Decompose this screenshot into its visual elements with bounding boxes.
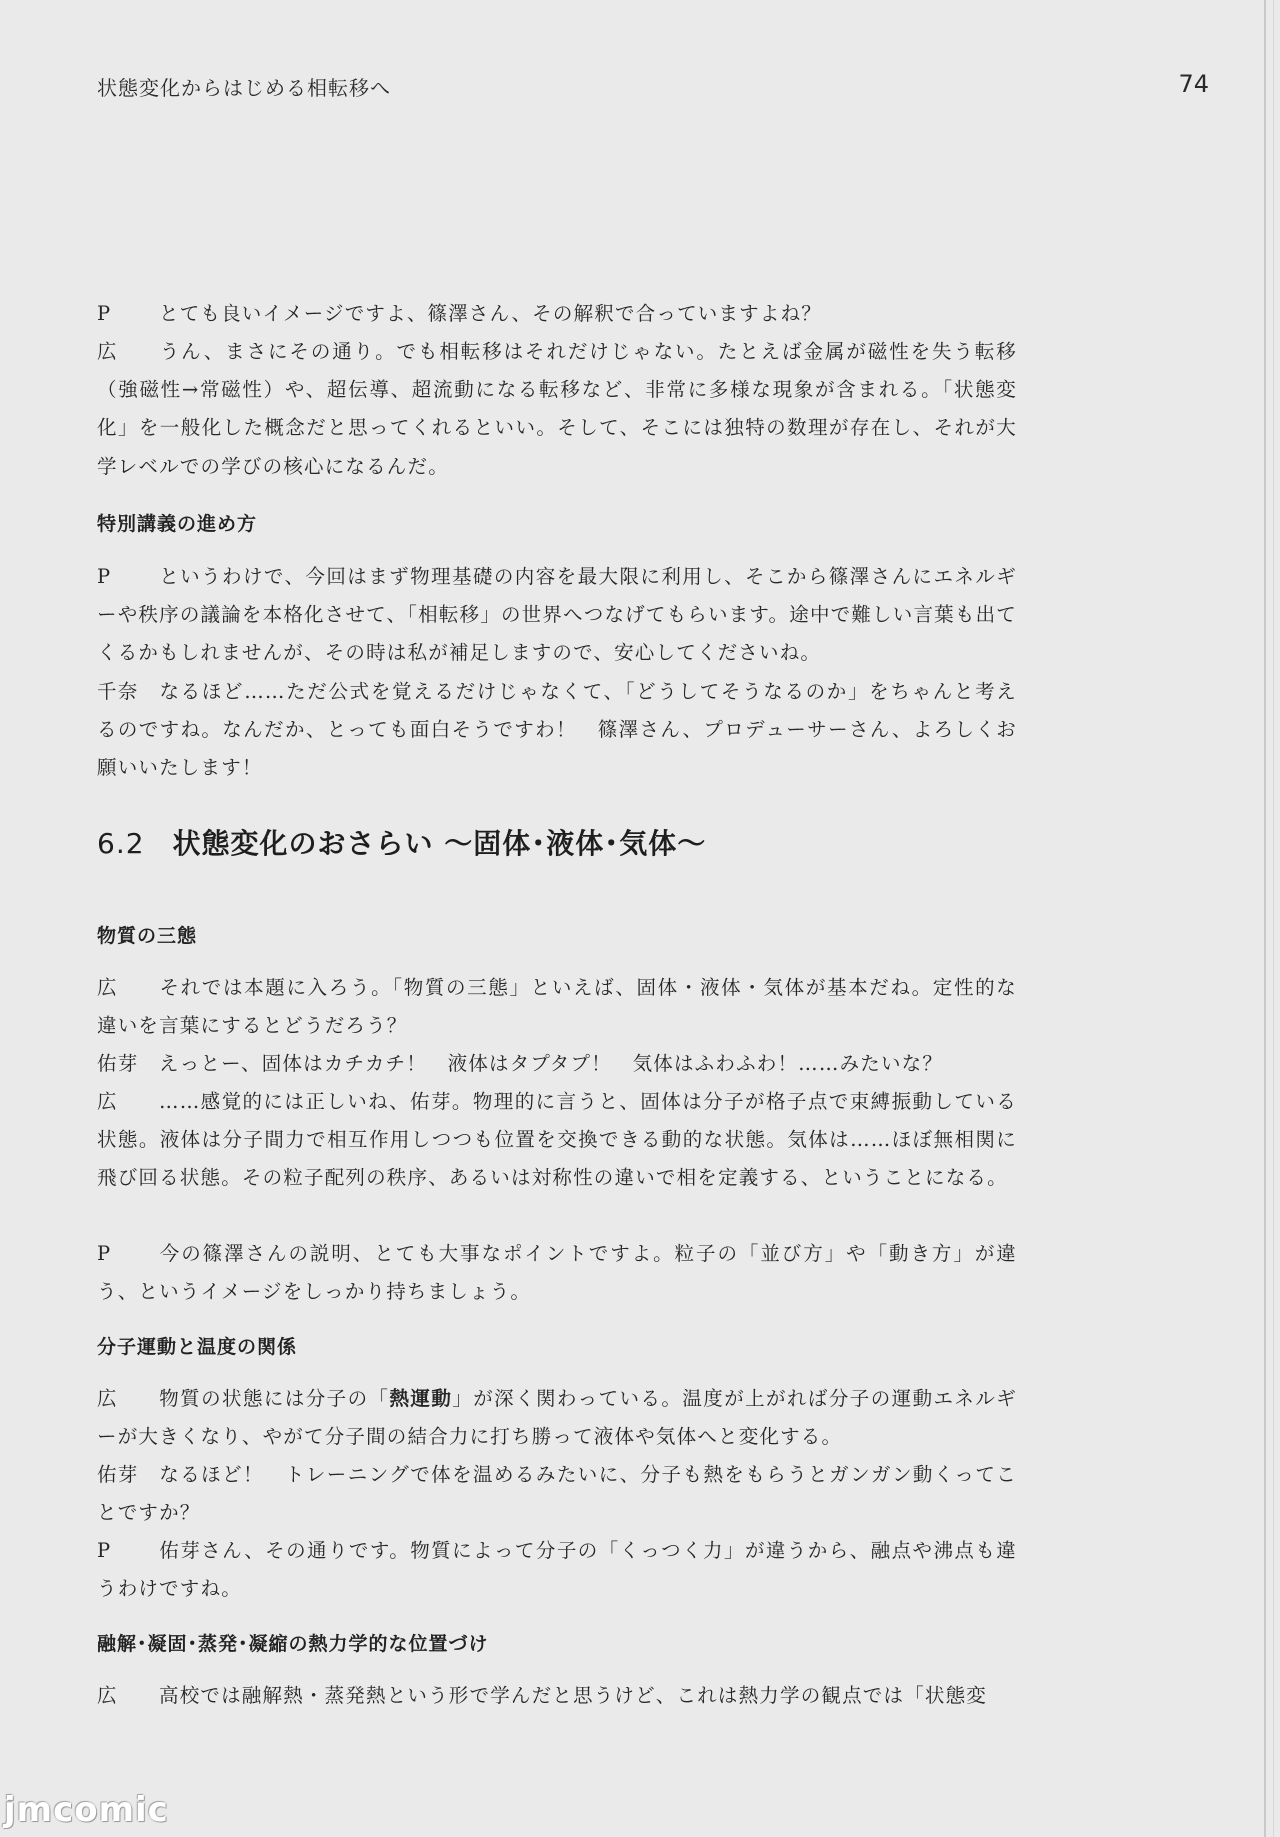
subsection-heading: 特別講義の進め方 [97,513,258,535]
watermark-logo: jmcomic [4,1790,169,1830]
dialogue-line [97,673,1017,788]
speaker-label: P [97,1539,112,1562]
dialogue-text: というわけで、今回はまず物理基礎の内容を最大限に利用し、そこから篠澤さんにエネルギーや秩序の議論を本格化させて、「相転移」の世界へつなげてもらいます。途中で難しい言葉も出てくるかもしれませんが、その時は私が補足しますので、安心してくださいね。 [97,565,1017,665]
dialogue-text: うん、まさにその通り。でも相転移はそれだけじゃない。たとえば金属が磁性を失う転移（強磁性→常磁性）や、超伝導、超流動になる転移など、非常に多様な現象が含まれる。「状態変化」を一般化した概念だと思ってくれるといい。そして、そこには独特の数理が存在し、それが大学レベルでの学びの核心になるんだ。 [97,340,1017,478]
speaker-label: 千奈 [97,680,139,703]
speaker-label: P [97,302,112,325]
dialogue-line [97,558,1017,673]
dialogue-line [97,1235,1017,1311]
emphasized-term: 熱運動 [389,1387,453,1410]
dialogue-text: なるほど！ トレーニングで体を温めるみたいに、分子も熱をもらうとガンガン動くってことですか？ [97,1463,1017,1525]
dialogue-text: えっとー、固体はカチカチ！ 液体はタプタプ！ 気体はふわふわ！……みたいな？ [159,1052,944,1075]
dialogue-text: 今の篠澤さんの説明、とても大事なポイントですよ。粒子の「並び方」や「動き方」が違う、というイメージをしっかり持ちましょう。 [97,1242,1017,1304]
dialogue-text-before: 物質の状態には分子の「 [159,1387,390,1410]
speaker-label: 広 [97,1684,118,1707]
subsection-heading: 分子運動と温度の関係 [97,1336,298,1358]
speaker-label: 広 [97,340,118,363]
speaker-label: P [97,565,112,588]
dialogue-line [97,1677,1017,1715]
dialogue-line [97,1083,1017,1198]
section-heading [97,822,706,862]
speaker-label: 佑芽 [97,1052,139,1075]
dialogue-text-after: 」が深く関わっている。温度が上がれば分子の運動エネルギーが大きくなり、やがて分子間の結合力に打ち勝って液体や気体へと変化する。 [97,1387,1017,1449]
dialogue-line [97,295,1017,333]
speaker-label: 佑芽 [97,1463,139,1486]
dialogue-text: それでは本題に入ろう。「物質の三態」といえば、固体・液体・気体が基本だね。定性的な違いを言葉にするとどうだろう？ [97,976,1017,1038]
dialogue-line [97,1456,1017,1532]
dialogue-line [97,1045,1017,1083]
dialogue-line [97,1380,1017,1456]
speaker-label: P [97,1242,112,1265]
page-edge-shadow [1264,0,1266,1837]
section-number: 6.2 [97,827,145,860]
dialogue-line [97,333,1017,486]
page-edge-line [1273,0,1274,1837]
dialogue-text: ……感覚的には正しいね、佑芽。物理的に言うと、固体は分子が格子点で束縛振動している状態。液体は分子間力で相互作用しつつも位置を交換できる動的な状態。気体は……ほぼ無相関に飛び回る状態。その粒子配列の秩序、あるいは対称性の違いで相を定義する、ということになる。 [97,1090,1017,1190]
dialogue-text: 佑芽さん、その通りです。物質によって分子の「くっつく力」が違うから、融点や沸点も違うわけですね。 [97,1539,1017,1601]
page-number: 74 [1178,70,1209,98]
speaker-label: 広 [97,1387,118,1410]
speaker-label: 広 [97,976,118,999]
speaker-label: 広 [97,1090,118,1113]
subsection-heading: 融解･凝固･蒸発･凝縮の熱力学的な位置づけ [97,1633,489,1655]
dialogue-text: とても良いイメージですよ、篠澤さん、その解釈で合っていますよね？ [159,302,822,325]
dialogue-text: なるほど……ただ公式を覚えるだけじゃなくて、「どうしてそうなるのか」をちゃんと考えるのですね。なんだか、とっても面白そうですわ！ 篠澤さん、プロデューサーさん、よろしくお願いいたします！ [97,680,1017,780]
running-header-title: 状態変化からはじめる相転移へ [97,76,391,100]
section-title: 状態変化のおさらい 〜固体･液体･気体〜 [172,827,707,860]
dialogue-line [97,1532,1017,1608]
subsection-heading: 物質の三態 [97,925,198,947]
dialogue-line [97,969,1017,1045]
dialogue-text: 高校では融解熱・蒸発熱という形で学んだと思うけど、これは熱力学の観点では「状態変 [159,1684,988,1707]
